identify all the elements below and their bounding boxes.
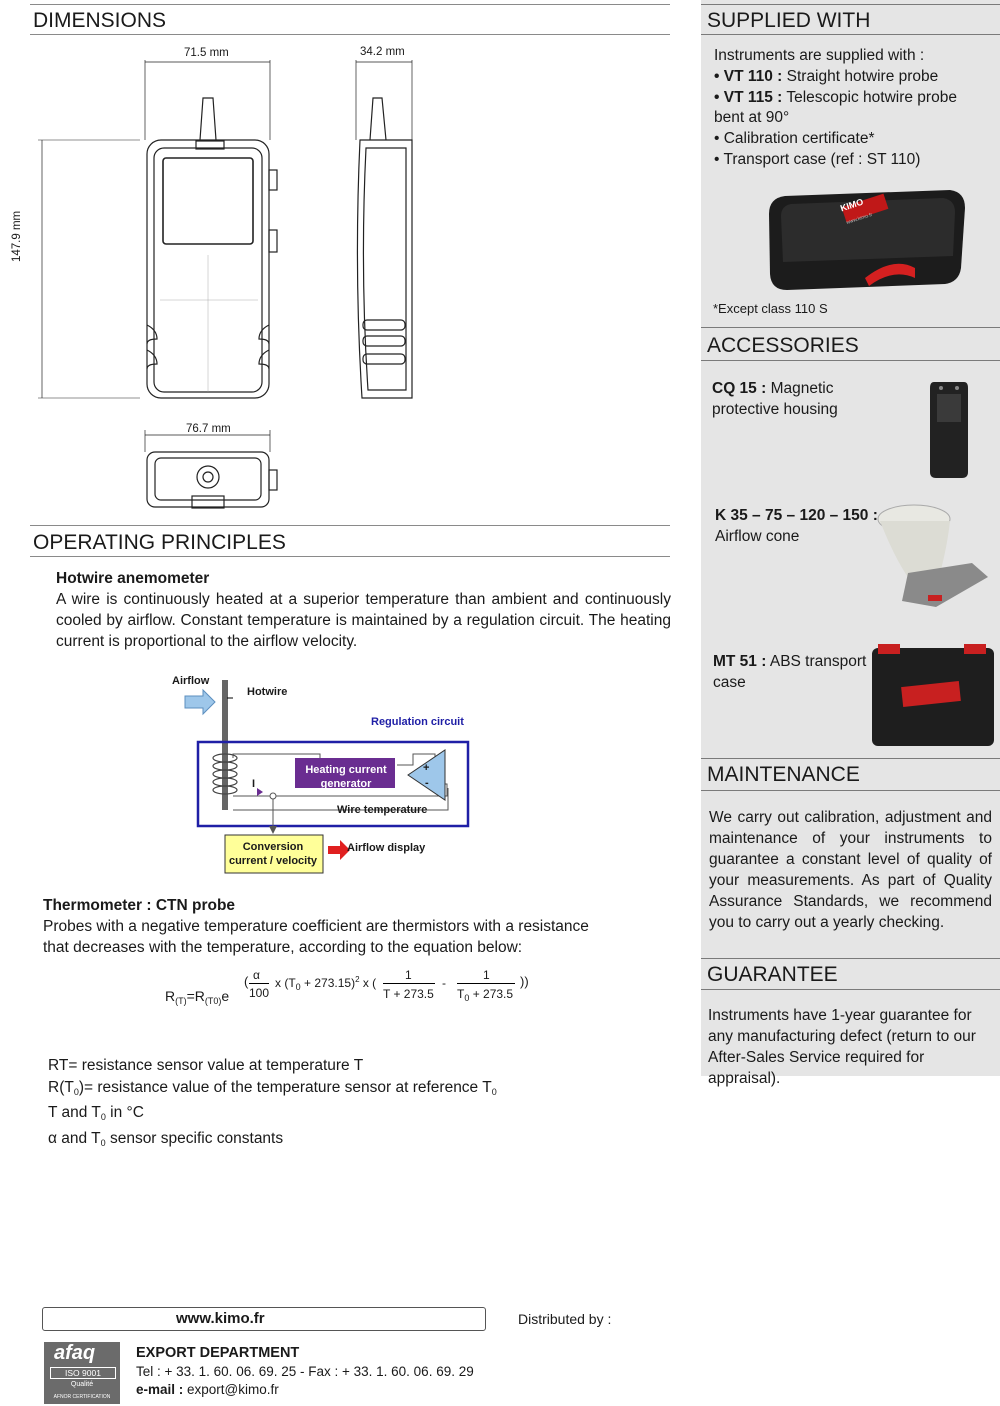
guarantee-rule	[701, 989, 1000, 990]
dimensions-title: DIMENSIONS	[33, 9, 167, 32]
diagram-minus: -	[425, 777, 429, 789]
afnor-label: AFNOR CERTIFICATION	[53, 1394, 111, 1400]
supplied-item-case: • Transport case (ref : ST 110)	[714, 150, 921, 168]
website-link[interactable]: www.kimo.fr	[176, 1310, 265, 1327]
dimensions-rule	[30, 34, 670, 35]
transport-case-image	[765, 186, 970, 298]
accessory-cone: K 35 – 75 – 120 – 150 : Airflow cone	[715, 507, 878, 545]
operating-title: OPERATING PRINCIPLES	[33, 531, 286, 554]
accessory-cq15: CQ 15 : Magnetic protective housing	[712, 380, 838, 418]
case-url-label: www.kimo.fr	[845, 211, 874, 227]
maintenance-title: MAINTENANCE	[707, 763, 860, 786]
thermo-text: Probes with a negative temperature coefficient are thermistors with a resistance that decreases with the temperature, according to the equation below:	[43, 918, 589, 956]
diagram-wire-temp-label: Wire temperature	[337, 804, 428, 816]
legend-rt: RT= resistance sensor value at temperature T	[48, 1057, 364, 1074]
diagram-heating-label: Heating current generator	[305, 764, 387, 790]
supplied-intro: Instruments are supplied with :	[714, 47, 925, 64]
legend-constants: α and $T_0$ sensor specific constants	[48, 1130, 284, 1148]
maintenance-top-rule	[701, 758, 1000, 759]
dim-width-bottom: 76.7 mm	[186, 423, 231, 435]
accessories-top-rule	[701, 327, 1000, 328]
legend-rt0: $R(T_0)=$ resistance value of the temperature sensor at reference $T_0$	[48, 1079, 497, 1097]
operating-rule	[30, 556, 670, 557]
dimensions-drawing	[30, 40, 670, 520]
supplied-list	[714, 46, 989, 171]
email-line: e-mail : export@kimo.fr	[136, 1382, 279, 1397]
case-brand-label: KIMO	[839, 196, 865, 214]
guarantee-title: GUARANTEE	[707, 963, 838, 986]
distributed-by: Distributed by :	[518, 1311, 612, 1327]
supplied-item-vt115: • VT 115 : Telescopic hotwire probe bent at 90°	[714, 88, 957, 127]
afaq-logo-text: afaq	[54, 1342, 96, 1364]
accessories-rule	[701, 360, 1000, 361]
maintenance-text: We carry out calibration, adjustment and maintenance of your instruments to guarantee a constant level of quality of your measurements. As part of Quality Assurance Standards, we recommend you to carry out a yearly checking.	[709, 809, 992, 931]
supplied-top-rule	[701, 4, 1000, 5]
legend-t-unit: T and $T_0$ in °C	[48, 1104, 144, 1122]
diagram-hotwire-label: Hotwire	[247, 686, 288, 698]
ctn-equation: $R_{(T)}=R_{(T0)}e$ ( α 100 x $(T_0 + 273.15)^2$ x ( 1 T + 273.5 - 1 $T_0 + 273.5$ ))	[165, 968, 529, 1006]
email-link[interactable]: export@kimo.fr	[183, 1382, 279, 1397]
iso-label: ISO 9001	[50, 1367, 116, 1379]
export-dept: EXPORT DEPARTMENT	[136, 1345, 300, 1361]
dim-width-front: 71.5 mm	[184, 47, 229, 59]
protective-housing-image	[928, 378, 970, 480]
airflow-cone-image	[872, 497, 990, 609]
tel-fax: Tel : + 33. 1. 60. 06. 69. 25 - Fax : + 33. 1. 60. 06. 69. 29	[136, 1364, 474, 1379]
abs-case-image	[868, 640, 998, 750]
diagram-plus: +	[423, 762, 430, 774]
diagram-regulation-label: Regulation circuit	[371, 716, 464, 728]
supplied-item-vt110: • VT 110 : Straight hotwire probe	[714, 67, 939, 85]
maintenance-rule	[701, 790, 1000, 791]
thermo-heading: Thermometer : CTN probe	[43, 897, 236, 914]
diagram-conversion-label: Conversion current / velocity	[228, 841, 318, 867]
qualite-label: Qualité	[70, 1381, 94, 1388]
dim-height: 147.9 mm	[11, 210, 23, 262]
supplied-note: *Except class 110 S	[713, 301, 828, 316]
accessory-mt51: MT 51 : ABS transport case	[713, 653, 867, 691]
guarantee-text: Instruments have 1-year guarantee for any manufacturing defect (return to our After-Sales Service required for appraisal).	[708, 1007, 976, 1087]
hotwire-heading: Hotwire anemometer	[56, 570, 210, 587]
guarantee-top-rule	[701, 958, 1000, 959]
top-divider	[30, 4, 670, 5]
diagram-current-symbol: I	[252, 778, 256, 790]
supplied-title: SUPPLIED WITH	[707, 9, 871, 32]
diagram-airflow-label: Airflow	[172, 675, 210, 687]
dim-depth-side: 34.2 mm	[360, 46, 405, 58]
diagram-display-label: Airflow display	[347, 842, 426, 854]
supplied-rule	[701, 34, 1000, 35]
hotwire-text: A wire is continuously heated at a superior temperature than ambient and continuously cooled by airflow. Constant temperature is maintained by a regulation circuit. The heating current is proportional to the airflow velocity.	[56, 591, 671, 650]
operating-top-rule	[30, 525, 670, 526]
accessories-title: ACCESSORIES	[707, 334, 859, 357]
supplied-item-certificate: • Calibration certificate*	[714, 130, 875, 148]
